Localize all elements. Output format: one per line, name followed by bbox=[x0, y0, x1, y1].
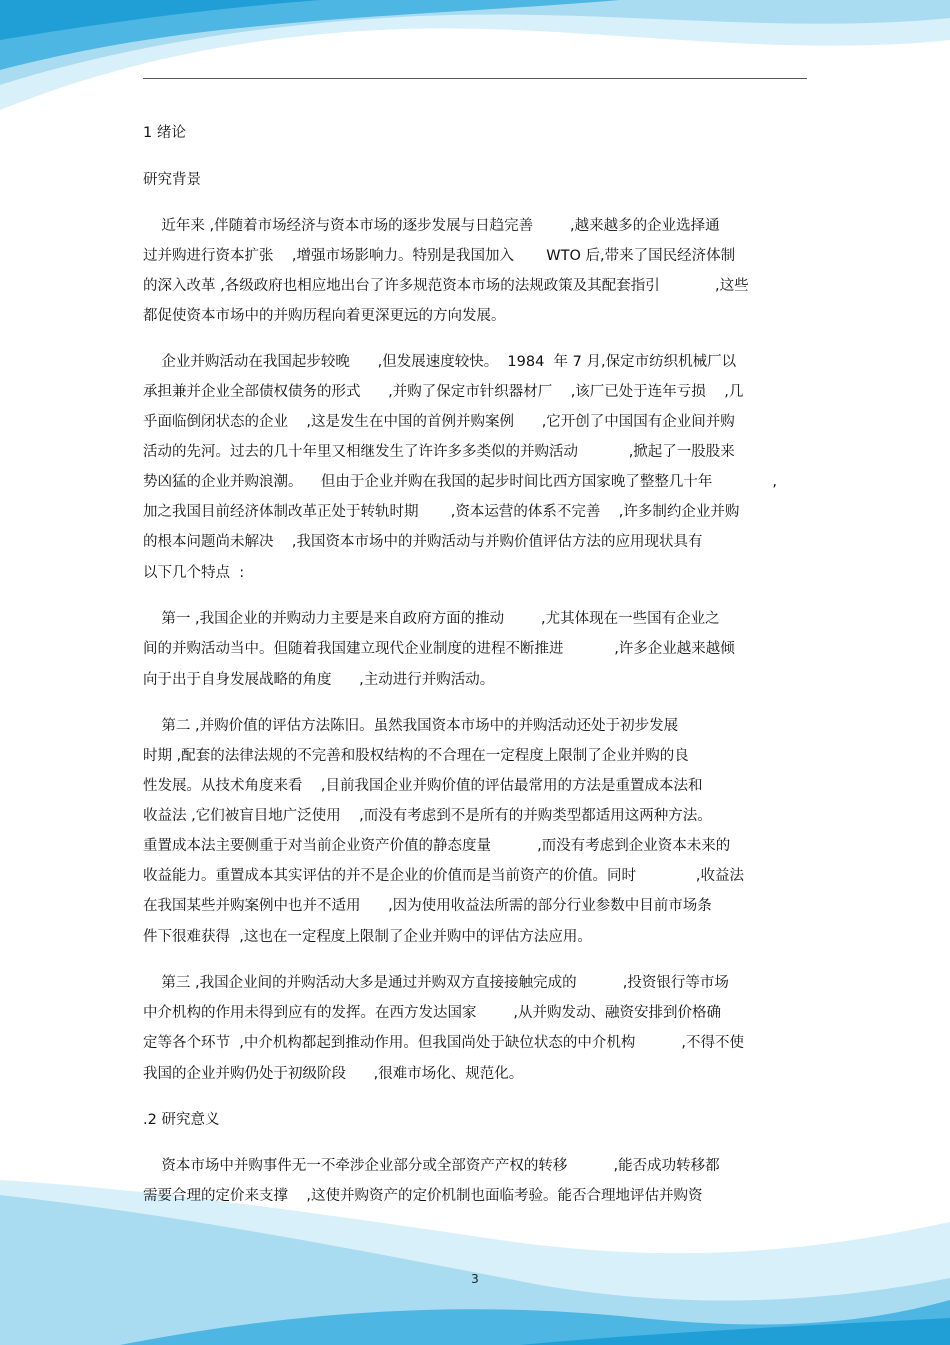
text-line: 性发展。从技术角度来看 ,目前我国企业并购价值的评估最常用的方法是重置成本法和 bbox=[143, 778, 703, 794]
text-line: 以下几个特点 : bbox=[143, 565, 245, 581]
text-line: 乎面临倒闭状态的企业 ,这是发生在中国的首例并购案例 ,它开创了中国国有企业间并购 bbox=[143, 414, 735, 430]
text-line: 过并购进行资本扩张 ,增强市场影响力。特别是我国加入 WTO 后,带来了国民经济体制 bbox=[143, 248, 736, 264]
text-line: 势凶猛的企业并购浪潮。 但由于企业并购在我国的起步时间比西方国家晚了整整几十年 , bbox=[143, 474, 777, 490]
text-line: 向于出于自身发展战略的角度 ,主动进行并购活动。 bbox=[143, 672, 495, 688]
header-rule bbox=[143, 78, 807, 79]
text-line: 第三 ,我国企业间的并购活动大多是通过并购双方直接接触完成的 ,投资银行等市场 bbox=[143, 975, 729, 991]
text-line: 中介机构的作用未得到应有的发挥。在西方发达国家 ,从并购发动、融资安排到价格确 bbox=[143, 1005, 721, 1021]
text-line: 需要合理的定价来支撑 ,这使并购资产的定价机制也面临考验。能否合理地评估并购资 bbox=[143, 1188, 703, 1204]
section-heading: 1 绪论 bbox=[143, 125, 186, 141]
text-line: 资本市场中并购事件无一不牵涉企业部分或全部资产产权的转移 ,能否成功转移都 bbox=[143, 1158, 720, 1174]
text-line: 第一 ,我国企业的并购动力主要是来自政府方面的推动 ,尤其体现在一些国有企业之 bbox=[143, 611, 720, 627]
text-line: 近年来 ,伴随着市场经济与资本市场的逐步发展与日趋完善 ,越来越多的企业选择通 bbox=[143, 218, 720, 234]
text-line: 收益能力。重置成本其实评估的并不是企业的价值而是当前资产的价值。同时 ,收益法 bbox=[143, 868, 745, 884]
subsection-heading: 研究背景 bbox=[143, 172, 201, 188]
text-line: 的根本问题尚未解决 ,我国资本市场中的并购活动与并购价值评估方法的应用现状具有 bbox=[143, 534, 703, 550]
text-line: 活动的先河。过去的几十年里又相继发生了许许多多类似的并购活动 ,掀起了一股股来 bbox=[143, 444, 735, 460]
page-number: 3 bbox=[471, 1272, 479, 1286]
text-line: 定等各个环节 ,中介机构都起到推动作用。但我国尚处于缺位状态的中介机构 ,不得不使 bbox=[143, 1035, 745, 1051]
text-line: 第二 ,并购价值的评估方法陈旧。虽然我国资本市场中的并购活动还处于初步发展 bbox=[143, 718, 679, 734]
text-line: 加之我国目前经济体制改革正处于转轨时期 ,资本运营的体系不完善 ,许多制约企业并购 bbox=[143, 504, 740, 520]
text-line: 企业并购活动在我国起步较晚 ,但发展速度较快。 1984 年 7 月,保定市纺织机械厂以 bbox=[143, 354, 737, 370]
text-line: 重置成本法主要侧重于对当前企业资产价值的静态度量 ,而没有考虑到企业资本未来的 bbox=[143, 838, 731, 854]
text-line: 的深入改革 ,各级政府也相应地出台了许多规范资本市场的法规政策及其配套指引 ,这些 bbox=[143, 278, 749, 294]
subsection-heading-significance: .2 研究意义 bbox=[143, 1112, 220, 1128]
text-line: 我国的企业并购仍处于初级阶段 ,很难市场化、规范化。 bbox=[143, 1066, 524, 1082]
text-line: 时期 ,配套的法律法规的不完善和股权结构的不合理在一定程度上限制了企业并购的良 bbox=[143, 748, 689, 764]
text-line: 都促使资本市场中的并购历程向着更深更远的方向发展。 bbox=[143, 308, 506, 324]
text-line: 件下很难获得 ,这也在一定程度上限制了企业并购中的评估方法应用。 bbox=[143, 929, 592, 945]
text-line: 承担兼并企业全部债权债务的形式 ,并购了保定市针织器材厂 ,该厂已处于连年亏损 ,几 bbox=[143, 384, 744, 400]
text-line: 间的并购活动当中。但随着我国建立现代企业制度的进程不断推进 ,许多企业越来越倾 bbox=[143, 641, 735, 657]
text-line: 收益法 ,它们被盲目地广泛使用 ,而没有考虑到不是所有的并购类型都适用这两种方法。 bbox=[143, 808, 712, 824]
text-line: 在我国某些并购案例中也并不适用 ,因为使用收益法所需的部分行业参数中目前市场条 bbox=[143, 898, 712, 914]
